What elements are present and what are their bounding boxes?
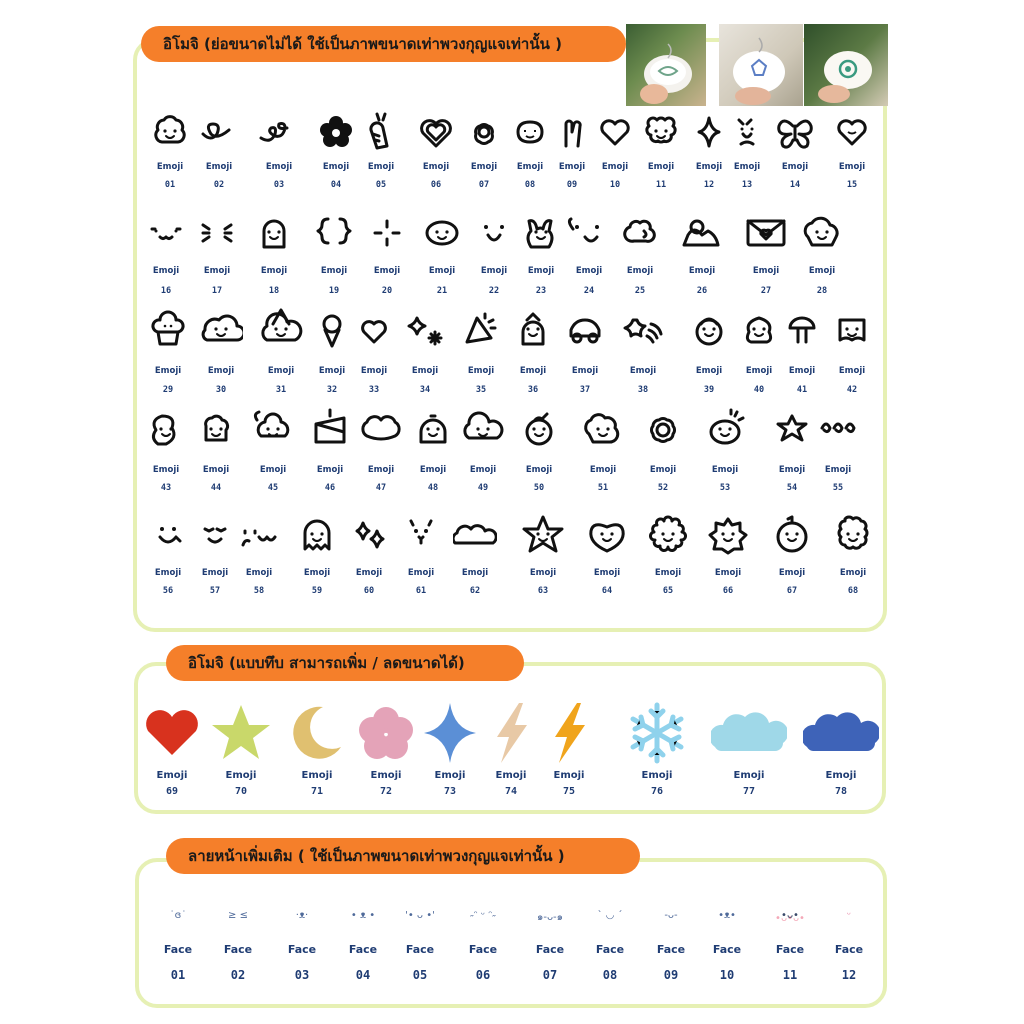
emoji-number: 04 (330, 180, 342, 190)
emoji-label: Emoji (752, 266, 780, 276)
emoji-label: Emoji (265, 162, 293, 172)
emoji-label: Emoji (527, 266, 555, 276)
emoji-label: Emoji (516, 162, 544, 172)
emoji-label: Emoji (152, 465, 180, 475)
emoji-outline-icon (521, 513, 565, 557)
emoji-outline-icon (237, 513, 281, 557)
face-label: Face (163, 943, 193, 956)
face-number: 07 (542, 968, 558, 982)
face-panel (135, 858, 887, 1008)
emoji-number: 02 (213, 180, 225, 190)
emoji-outline-icon (312, 211, 356, 255)
emoji-number: 46 (324, 483, 336, 493)
emoji-number: 23 (535, 286, 547, 296)
emoji-outline-icon (411, 408, 455, 452)
emoji-label: Emoji (428, 266, 456, 276)
face-label: Face (535, 943, 565, 956)
emoji-number: 19 (328, 286, 340, 296)
emoji-number: 18 (268, 286, 280, 296)
emoji-label: Emoji (788, 366, 816, 376)
emoji-number: 24 (583, 286, 595, 296)
emoji-label: Emoji (601, 162, 629, 172)
emoji-label: Emoji (733, 770, 765, 781)
product-photo-3 (804, 24, 888, 106)
face-glyph: ˙ɞ˙ (169, 910, 187, 921)
emoji-number: 29 (162, 385, 174, 395)
emoji-outline-icon (314, 110, 358, 154)
emoji-label: Emoji (695, 366, 723, 376)
emoji-number: 25 (634, 286, 646, 296)
emoji-label: Emoji (367, 465, 395, 475)
emoji-number: 62 (469, 586, 481, 596)
emoji-label: Emoji (422, 162, 450, 172)
emoji-number: 52 (657, 483, 669, 493)
emoji-outline-icon (146, 513, 190, 557)
face-number: 12 (841, 968, 857, 982)
emoji-outline-icon (770, 513, 814, 557)
emoji-label: Emoji (711, 465, 739, 475)
emoji-label: Emoji (647, 162, 675, 172)
emoji-outline-icon (508, 110, 552, 154)
emoji-number: 57 (209, 586, 221, 596)
emoji-number: 27 (760, 286, 772, 296)
emoji-label: Emoji (469, 465, 497, 475)
emoji-label: Emoji (225, 770, 257, 781)
emoji-number: 03 (273, 180, 285, 190)
emoji-label: Emoji (480, 266, 508, 276)
emoji-number: 07 (478, 180, 490, 190)
emoji-number: 68 (847, 586, 859, 596)
emoji-number: 40 (753, 385, 765, 395)
emoji-number: 51 (597, 483, 609, 493)
emoji-label: Emoji (781, 162, 809, 172)
emoji-outline-icon (257, 110, 301, 154)
emoji-label: Emoji (733, 162, 761, 172)
emoji-outline-icon (199, 308, 243, 352)
emoji-number: 45 (267, 483, 279, 493)
emoji-label: Emoji (301, 770, 333, 781)
emoji-label: Emoji (495, 770, 527, 781)
emoji-outline-icon (706, 513, 750, 557)
snowflake-icon (619, 695, 695, 771)
emoji-label: Emoji (267, 366, 295, 376)
emoji-outline-icon (148, 110, 192, 154)
emoji-number: 78 (834, 786, 848, 797)
face-glyph: ≥ ≤ (228, 910, 248, 921)
face-glyph: ˶ᵔ ᵕ ᵔ˶ (470, 910, 496, 921)
emoji-label: Emoji (629, 366, 657, 376)
emoji-number: 38 (637, 385, 649, 395)
emoji-number: 12 (703, 180, 715, 190)
emoji-outline-icon (399, 513, 443, 557)
emoji-outline-icon (359, 110, 403, 154)
face-label: Face (712, 943, 742, 956)
face-label: Face (595, 943, 625, 956)
emoji-label: Emoji (553, 770, 585, 781)
emoji-label: Emoji (519, 366, 547, 376)
emoji-label: Emoji (245, 568, 273, 578)
emoji-outline-icon (461, 408, 505, 452)
emoji-label: Emoji (714, 568, 742, 578)
emoji-outline-icon (830, 110, 874, 154)
emoji-outline-icon (646, 513, 690, 557)
face-glyph: •ᴥ• (718, 910, 736, 921)
emoji-number: 31 (275, 385, 287, 395)
face-number: 02 (230, 968, 246, 982)
emoji-outline-icon (352, 308, 396, 352)
emoji-outline-icon (251, 408, 295, 452)
emoji-outline-icon (252, 211, 296, 255)
emoji-label: Emoji (808, 266, 836, 276)
face-label: Face (834, 943, 864, 956)
emoji-number: 32 (326, 385, 338, 395)
emoji-outline-icon (621, 308, 665, 352)
emoji-label: Emoji (558, 162, 586, 172)
face-glyph: ˋ ◡ ˊ (597, 910, 623, 921)
emoji-label: Emoji (641, 770, 673, 781)
emoji-number: 01 (164, 180, 176, 190)
emoji-label: Emoji (419, 465, 447, 475)
emoji-label: Emoji (470, 162, 498, 172)
emoji-outline-icon (519, 211, 563, 255)
emoji-label: Emoji (320, 266, 348, 276)
emoji-outline-icon (687, 308, 731, 352)
emoji-outline-icon (414, 110, 458, 154)
lightning-icon (531, 695, 607, 771)
emoji-label: Emoji (649, 465, 677, 475)
face-glyph: ·ᴥ· (295, 910, 309, 921)
emoji-number: 76 (650, 786, 664, 797)
emoji-label: Emoji (825, 770, 857, 781)
heart-icon (134, 695, 210, 771)
face-glyph: • ᴥ • (350, 910, 376, 921)
emoji-outline-icon (511, 308, 555, 352)
emoji-label: Emoji (203, 266, 231, 276)
emoji-label: Emoji (575, 266, 603, 276)
emoji-label: Emoji (589, 465, 617, 475)
emoji-outline-icon (144, 408, 188, 452)
emoji-number: 13 (741, 180, 753, 190)
emoji-label: Emoji (434, 770, 466, 781)
face-number: 06 (475, 968, 491, 982)
emoji-number: 08 (524, 180, 536, 190)
emoji-number: 37 (579, 385, 591, 395)
emoji-outline-icon (146, 308, 190, 352)
emoji-outline-icon (197, 110, 241, 154)
emoji-outline-icon (737, 308, 781, 352)
emoji-label: Emoji (207, 366, 235, 376)
emoji-label: Emoji (370, 770, 402, 781)
emoji-label: Emoji (461, 568, 489, 578)
emoji-outline-icon (420, 211, 464, 255)
face-label: Face (405, 943, 435, 956)
emoji-number: 65 (662, 586, 674, 596)
emoji-outline-icon (365, 211, 409, 255)
emoji-number: 67 (786, 586, 798, 596)
emoji-number: 30 (215, 385, 227, 395)
emoji-number: 14 (789, 180, 801, 190)
emoji-outline-icon (144, 211, 188, 255)
product-photo-2 (719, 24, 803, 106)
face-number: 04 (355, 968, 371, 982)
face-glyph: '• ᴗ •' (405, 910, 435, 921)
emoji-outline-icon (744, 211, 788, 255)
emoji-number: 34 (419, 385, 431, 395)
product-photo-1 (626, 24, 706, 106)
emoji-number: 06 (430, 180, 442, 190)
emoji-number: 16 (160, 286, 172, 296)
emoji-outline-icon (593, 110, 637, 154)
face-number: 11 (782, 968, 798, 982)
emoji-number: 54 (786, 483, 798, 493)
emoji-label: Emoji (156, 162, 184, 172)
emoji-outline-icon (308, 408, 352, 452)
emoji-label: Emoji (695, 162, 723, 172)
emoji-number: 44 (210, 483, 222, 493)
emoji-number: 26 (696, 286, 708, 296)
emoji-outline-icon (585, 513, 629, 557)
emoji-label: Emoji (373, 266, 401, 276)
emoji-number: 43 (160, 483, 172, 493)
emoji-label: Emoji (626, 266, 654, 276)
emoji-number: 64 (601, 586, 613, 596)
section1-title: อิโมจิ (ย่อขนาดไม่ได้ ใช้เป็นภาพขนาดเท่าพวงกุญแจเท่านั้น ) (141, 26, 626, 62)
emoji-outline-icon (581, 408, 625, 452)
emoji-number: 21 (436, 286, 448, 296)
face-glyph: ๑-ᴗ-๑ (536, 912, 564, 923)
emoji-number: 55 (832, 483, 844, 493)
emoji-outline-icon (618, 211, 662, 255)
emoji-label: Emoji (202, 465, 230, 475)
emoji-number: 49 (477, 483, 489, 493)
emoji-outline-icon (403, 308, 447, 352)
section2-title: อิโมจิ (แบบทึบ สามารถเพิ่ม / ลดขนาดได้) (166, 645, 524, 681)
emoji-outline-icon (816, 408, 860, 452)
emoji-label: Emoji (654, 568, 682, 578)
emoji-label: Emoji (525, 465, 553, 475)
emoji-outline-icon (641, 408, 685, 452)
emoji-outline-icon (472, 211, 516, 255)
emoji-label: Emoji (316, 465, 344, 475)
face-number: 01 (170, 968, 186, 982)
emoji-number: 53 (719, 483, 731, 493)
emoji-number: 69 (165, 786, 179, 797)
emoji-number: 75 (562, 786, 576, 797)
face-glyph: -ᴗ- (664, 910, 678, 921)
emoji-label: Emoji (201, 568, 229, 578)
face-label: Face (775, 943, 805, 956)
emoji-label: Emoji (259, 465, 287, 475)
emoji-label: Emoji (407, 568, 435, 578)
emoji-label: Emoji (824, 465, 852, 475)
emoji-number: 73 (443, 786, 457, 797)
emoji-outline-icon (310, 308, 354, 352)
emoji-outline-icon (725, 110, 769, 154)
emoji-outline-icon (295, 513, 339, 557)
emoji-number: 58 (253, 586, 265, 596)
emoji-number: 22 (488, 286, 500, 296)
face-label: Face (348, 943, 378, 956)
emoji-label: Emoji (318, 366, 346, 376)
emoji-number: 35 (475, 385, 487, 395)
emoji-label: Emoji (154, 568, 182, 578)
emoji-label: Emoji (838, 366, 866, 376)
face-number: 05 (412, 968, 428, 982)
emoji-outline-icon (462, 110, 506, 154)
emoji-outline-icon (800, 211, 844, 255)
emoji-label: Emoji (467, 366, 495, 376)
emoji-number: 63 (537, 586, 549, 596)
section3-title: ลายหน้าเพิ่มเติม ( ใช้เป็นภาพขนาดเท่าพวงกุญแจเท่านั้น ) (166, 838, 640, 874)
emoji-number: 74 (504, 786, 518, 797)
emoji-number: 66 (722, 586, 734, 596)
emoji-outline-icon (347, 513, 391, 557)
emoji-number: 39 (703, 385, 715, 395)
emoji-outline-icon (259, 308, 303, 352)
emoji-number: 70 (234, 786, 248, 797)
emoji-number: 71 (310, 786, 324, 797)
emoji-number: 77 (742, 786, 756, 797)
emoji-outline-icon (194, 408, 238, 452)
emoji-number: 11 (655, 180, 667, 190)
emoji-number: 36 (527, 385, 539, 395)
emoji-number: 09 (566, 180, 578, 190)
emoji-number: 41 (796, 385, 808, 395)
face-number: 03 (294, 968, 310, 982)
emoji-outline-icon (193, 513, 237, 557)
emoji-number: 28 (816, 286, 828, 296)
emoji-outline-icon (780, 308, 824, 352)
emoji-label: Emoji (838, 162, 866, 172)
face-number: 10 (719, 968, 735, 982)
emoji-label: Emoji (571, 366, 599, 376)
cloud-icon (803, 695, 879, 771)
emoji-number: 56 (162, 586, 174, 596)
face-number: 08 (602, 968, 618, 982)
face-number: 09 (663, 968, 679, 982)
emoji-label: Emoji (355, 568, 383, 578)
face-label: Face (468, 943, 498, 956)
emoji-number: 15 (846, 180, 858, 190)
emoji-number: 72 (379, 786, 393, 797)
emoji-outline-icon (517, 408, 561, 452)
emoji-label: Emoji (154, 366, 182, 376)
face-label: Face (287, 943, 317, 956)
emoji-label: Emoji (529, 568, 557, 578)
emoji-label: Emoji (688, 266, 716, 276)
emoji-outline-icon (770, 408, 814, 452)
face-glyph: ᵕ (846, 910, 852, 921)
face-label: Face (656, 943, 686, 956)
emoji-number: 10 (609, 180, 621, 190)
emoji-label: Emoji (152, 266, 180, 276)
emoji-label: Emoji (411, 366, 439, 376)
emoji-label: Emoji (360, 366, 388, 376)
emoji-outline-icon (703, 408, 747, 452)
emoji-number: 33 (368, 385, 380, 395)
emoji-number: 05 (375, 180, 387, 190)
emoji-outline-icon (550, 110, 594, 154)
emoji-outline-icon (563, 308, 607, 352)
emoji-outline-icon (773, 110, 817, 154)
emoji-label: Emoji (778, 465, 806, 475)
face-glyph: •ᴗ• (781, 910, 799, 921)
emoji-label: Emoji (156, 770, 188, 781)
cloud-icon (711, 695, 787, 771)
emoji-outline-icon (639, 110, 683, 154)
emoji-label: Emoji (778, 568, 806, 578)
emoji-label: Emoji (839, 568, 867, 578)
face-label: Face (223, 943, 253, 956)
emoji-number: 42 (846, 385, 858, 395)
emoji-outline-icon (453, 513, 497, 557)
emoji-label: Emoji (745, 366, 773, 376)
emoji-outline-icon (831, 513, 875, 557)
emoji-number: 50 (533, 483, 545, 493)
emoji-outline-icon (359, 408, 403, 452)
emoji-outline-icon (830, 308, 874, 352)
emoji-label: Emoji (367, 162, 395, 172)
emoji-outline-icon (680, 211, 724, 255)
emoji-number: 59 (311, 586, 323, 596)
emoji-label: Emoji (260, 266, 288, 276)
star-icon (203, 695, 279, 771)
emoji-outline-icon (195, 211, 239, 255)
crescent-moon-icon (279, 695, 355, 771)
emoji-number: 20 (381, 286, 393, 296)
emoji-label: Emoji (593, 568, 621, 578)
emoji-outline-icon (459, 308, 503, 352)
emoji-outline-icon (567, 211, 611, 255)
emoji-number: 47 (375, 483, 387, 493)
emoji-number: 61 (415, 586, 427, 596)
emoji-label: Emoji (322, 162, 350, 172)
emoji-number: 17 (211, 286, 223, 296)
emoji-number: 60 (363, 586, 375, 596)
emoji-label: Emoji (303, 568, 331, 578)
emoji-number: 48 (427, 483, 439, 493)
emoji-label: Emoji (205, 162, 233, 172)
